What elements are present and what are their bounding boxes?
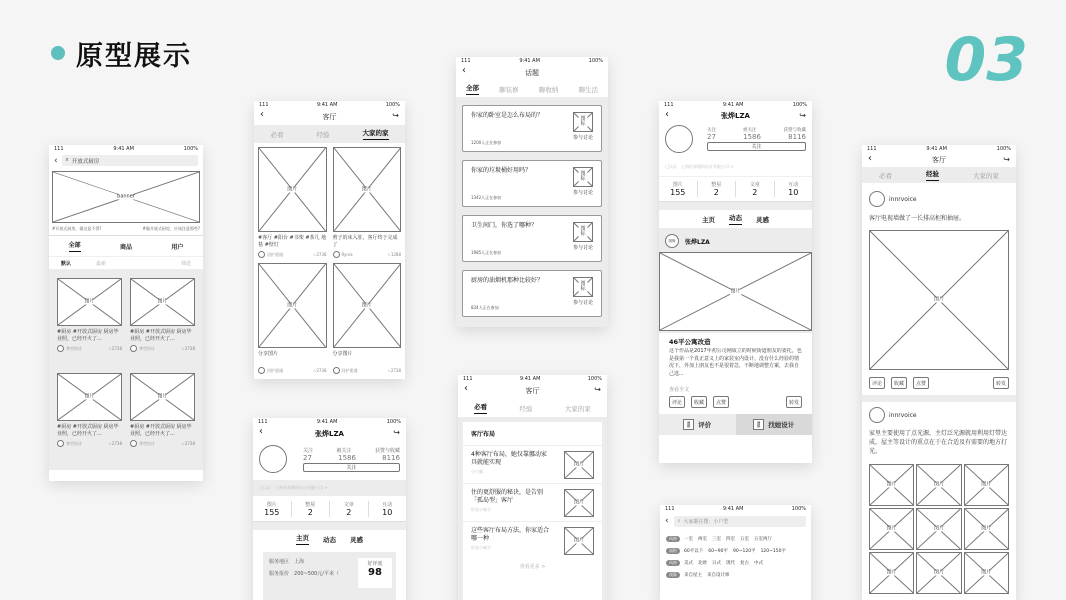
action-button[interactable]: 评论 — [669, 396, 685, 408]
tab-users[interactable]: 用户 — [171, 243, 184, 251]
filter-option[interactable]: 90~120平 — [732, 549, 756, 554]
back-icon[interactable]: ‹ — [665, 516, 669, 526]
filter-option[interactable]: 120~150平 — [760, 549, 787, 554]
search-bar — [49, 153, 203, 168]
result-card[interactable]: 图片 #厨房 #开放式厨房 厨房毕业照，已经开火了... 李空设计 ☆2738 — [130, 278, 195, 367]
filter-option[interactable]: 三室 — [712, 537, 721, 542]
image-placeholder[interactable]: 图片 — [258, 263, 327, 348]
avatar[interactable] — [130, 440, 137, 447]
filter-option[interactable]: 五室两厅 — [754, 537, 772, 542]
phone-living-room-guide — [458, 375, 607, 600]
tab-renovation[interactable]: 聊装修 — [499, 85, 519, 94]
area-label: 服务地区 — [269, 559, 290, 565]
hire-designer-button[interactable]: 图标 找她设计 — [736, 414, 813, 435]
post-image[interactable]: 图片 — [659, 252, 812, 331]
tab-life[interactable]: 聊生活 — [578, 85, 598, 94]
image-placeholder[interactable]: 图片 — [869, 464, 914, 506]
join-button[interactable]: 参与讨论 — [572, 245, 593, 251]
tab-homes[interactable]: 大家的家 — [363, 128, 389, 140]
see-more-link[interactable]: 查看更多 > — [519, 564, 546, 570]
search-input[interactable]: ⌕ 开放式厨房 — [62, 155, 198, 166]
stat-item[interactable]: 互动 10 — [382, 501, 393, 517]
rating-label: 好评度 — [367, 561, 383, 567]
tab-inspiration[interactable]: 灵感 — [350, 535, 363, 544]
post-avatar[interactable] — [869, 407, 885, 423]
tab-homes[interactable]: 大家的家 — [973, 171, 999, 180]
stat-item[interactable]: 图片 155 — [659, 181, 698, 197]
phone-filter-search — [660, 505, 811, 600]
image-placeholder[interactable]: 图片 — [869, 508, 914, 550]
result-card[interactable]: 图片 #厨房 #开放式厨房 厨房毕业照，已经开火了... 李空设计 ☆2738 — [57, 278, 122, 367]
share-icon[interactable]: ↪ — [799, 111, 806, 120]
action-button[interactable]: 收藏 — [691, 396, 707, 408]
filter-option[interactable]: 美式 — [684, 561, 693, 566]
avatar[interactable] — [258, 367, 265, 374]
article-item[interactable]: 这些客厅布局方法，你家适合哪一种 好选小喵手 图片 — [463, 521, 602, 559]
article-item[interactable]: 住的更舒服的秘诀，是告别「孤岛型」客厅 好选小喵手 图片 — [463, 483, 602, 521]
topic-icon[interactable]: 图标 — [573, 222, 593, 242]
join-button[interactable]: 参与讨论 — [572, 135, 593, 141]
filter-option[interactable]: 来自设计师 — [707, 573, 730, 578]
follower-count: 1586 — [338, 453, 356, 462]
image-placeholder[interactable]: 图片 — [964, 508, 1009, 550]
topic-card[interactable]: 厨房的油烟机那种比较好？ 834人正在参加 图标 参与讨论 — [462, 270, 602, 317]
back-icon[interactable]: ‹ — [54, 155, 58, 166]
search-input[interactable]: ⌕ 大家都在搜：小户型 — [674, 516, 806, 527]
share-icon[interactable]: ↪ — [393, 428, 400, 437]
back-icon[interactable]: ‹ — [260, 109, 264, 120]
tab-home[interactable]: 主页 — [296, 533, 309, 545]
section-number: 03 — [944, 25, 1028, 95]
post-image[interactable]: 图片 — [869, 230, 1009, 370]
avatar[interactable] — [259, 445, 287, 473]
back-icon[interactable]: ‹ — [259, 426, 263, 437]
tab-all[interactable]: 全部 — [69, 240, 81, 252]
tab-must-see[interactable]: 必看 — [474, 402, 487, 414]
topic-icon[interactable]: 图标 — [573, 277, 593, 297]
nav-title: 客厅 — [932, 156, 946, 164]
avatar[interactable] — [665, 125, 693, 153]
rating-value: 98 — [368, 567, 382, 578]
post-avatar[interactable] — [869, 191, 885, 207]
join-button[interactable]: 参与讨论 — [572, 300, 593, 306]
topic-card[interactable]: 卫生间门，你选了哪种？ 1985人正在参加 图标 参与讨论 — [462, 215, 602, 262]
area-value: 上海 — [294, 559, 305, 565]
post-author[interactable]: innrvoice — [889, 411, 917, 419]
nav-title: 话题 — [525, 69, 539, 77]
filter-row — [666, 569, 805, 581]
image-placeholder[interactable]: 图片 — [916, 508, 961, 550]
stat-item[interactable]: 整屋 2 — [698, 181, 737, 197]
search-icon: ⌕ — [65, 157, 69, 163]
phone-designer-post: 111 9:41 AM 100% ‹ 张烨LZA ↪ 关注 被关注 获赞与收藏 27 1586 8116 关注 已认证 上海治邦建筑设计有限公司 > 图片 155 整屋 2 文章 2 互动 10 主页 动态 灵感 图像 张烨LZA 图片 46平公寓改造 这个作品是2017年初公司刚成立的时候街道朋友的委托，也是我第一个真正意义上的家装室内设计。没有什么经验的情况下，外加上朋友也不是很着急，不断地调整方案，去我自己选... 查看全文 评论 收藏 点赞 转发 图标 评价 图标 找她设计 — [659, 101, 812, 463]
post-text: 客厅电视墙做了一长排高柜和抽屉。 — [869, 215, 966, 222]
phone-designer-profile: 111 9:41 AM 100% ‹ 张烨LZA ↪ 关注 被关注 获赞与收藏 27 1586 8116 关注 已认证 上海治邦建筑设计有限公司 > 图片 155 整屋 2 文章 2 互动 10 主页 动态 灵感 服务地区 上海 服务报价 200~500元/平米（ 好评度 98 — [253, 418, 406, 600]
action-button[interactable]: 点赞 — [913, 377, 929, 389]
image-placeholder[interactable]: 图片 — [564, 527, 594, 555]
action-button[interactable]: 评论 — [869, 377, 885, 389]
image-placeholder[interactable]: 图片 — [869, 552, 914, 594]
share-icon[interactable]: ↪ — [594, 385, 601, 394]
phone-experience-posts — [862, 145, 1016, 600]
filter-option[interactable]: 两室 — [698, 537, 707, 542]
phone-search-results — [49, 145, 203, 481]
filter-button[interactable]: 筛选 — [180, 260, 191, 267]
tab-activity[interactable]: 动态 — [729, 213, 742, 225]
image-placeholder[interactable]: 图片 — [57, 278, 122, 326]
avatar[interactable] — [57, 440, 64, 447]
tab-experience[interactable]: 经验 — [926, 169, 939, 181]
image-placeholder[interactable]: 图片 — [564, 451, 594, 479]
status-bar: 111 9:41 AM 100% — [461, 58, 603, 64]
phone-topics — [456, 57, 608, 327]
price-value: 200~500元/平米（ — [294, 571, 339, 577]
back-icon[interactable]: ‹ — [464, 383, 468, 394]
share-icon[interactable]: ↪ — [392, 111, 399, 120]
filter-option[interactable]: 复古 — [740, 561, 749, 566]
tab-storage[interactable]: 聊收纳 — [538, 85, 559, 94]
status-bar: 111 9:41 AM 100% — [867, 146, 1011, 152]
filter-tag: 面积 — [666, 548, 680, 554]
tab-activity[interactable]: 动态 — [323, 535, 336, 544]
follow-count: 27 — [707, 133, 716, 141]
nav-title: 客厅 — [322, 113, 337, 121]
tab-must-see[interactable]: 必看 — [879, 171, 892, 180]
question-link-2[interactable]: #做开放式厨房，应该注意那些? — [142, 226, 200, 231]
filter-option[interactable]: 日式 — [712, 561, 721, 566]
banner-placeholder[interactable]: banner — [52, 171, 200, 223]
filter-default[interactable]: 默认 — [61, 260, 72, 267]
feed-card[interactable]: 图片 #客厅 #阳台 #书架 #茶几 地毯 #壁灯 回护重遇 ☆2738 — [258, 147, 327, 258]
section-title: 客厅布局 — [471, 431, 496, 438]
nav-title: 张烨LZA — [721, 112, 750, 120]
image-placeholder[interactable]: 图片 — [333, 263, 402, 348]
search-icon: ⌕ — [677, 518, 681, 524]
filter-option[interactable]: 现代 — [726, 561, 735, 566]
post-avatar[interactable]: 图像 — [665, 234, 679, 248]
topic-card[interactable]: 你家的卧室是怎么布局的？ 1200人正在参加 图标 参与讨论 — [462, 105, 602, 152]
tab-goods[interactable]: 商品 — [119, 243, 132, 251]
filter-option[interactable]: 四室 — [726, 537, 735, 542]
filter-option[interactable]: 一室 — [684, 537, 693, 542]
back-icon[interactable]: ‹ — [462, 65, 466, 76]
filter-tag: 风格 — [666, 536, 680, 542]
title-dot — [51, 46, 65, 60]
avatar[interactable] — [258, 251, 265, 258]
result-grid — [49, 270, 203, 470]
status-bar: 111 9:41 AM 100% — [665, 506, 806, 512]
filter-option[interactable]: 60平以下 — [684, 549, 704, 554]
action-button[interactable]: 收藏 — [891, 377, 907, 389]
feed-card[interactable]: 图片 分享图片 回护重遇 ☆2738 — [258, 263, 327, 374]
likes-count: 8116 — [382, 453, 400, 462]
stat-item[interactable]: 文章 2 — [736, 181, 775, 197]
article-item[interactable]: 4种客厅布局，她仅靠挪动家具就能实现 小白喵 图片 — [463, 445, 602, 483]
image-placeholder[interactable]: 图片 — [130, 373, 195, 421]
join-button[interactable]: 参与讨论 — [572, 190, 593, 196]
image-placeholder[interactable]: 图片 — [333, 147, 402, 232]
topic-icon[interactable]: 图标 — [573, 112, 593, 132]
stat-item[interactable]: 文章 2 — [330, 501, 369, 517]
tab-homes[interactable]: 大家的家 — [564, 404, 591, 413]
stat-item[interactable]: 整屋 2 — [292, 501, 331, 517]
result-card[interactable]: 图片 #厨房 #开放式厨房 厨房毕业照，已经开火了... 李空设计 ☆2738 — [57, 373, 122, 462]
status-bar: 111 9:41 AM 100% — [463, 376, 602, 382]
filter-tag: 预算 — [666, 572, 680, 578]
topic-card[interactable]: 你家的垃圾桶好用吗？ 1342人正在参加 图标 参与讨论 — [462, 160, 602, 207]
filter-option[interactable]: 60~90平 — [708, 549, 728, 554]
result-card[interactable]: 图片 #厨房 #开放式厨房 厨房毕业照，已经开火了... 李空设计 ☆2738 — [130, 373, 195, 462]
post-author[interactable]: innrvoice — [889, 195, 917, 203]
tab-experience[interactable]: 经验 — [519, 404, 533, 413]
post-body: 这个作品是2017年初公司刚成立的时候街道朋友的委托，也是我第一个真正意义上的家装室内设计。没有什么经验的情况下，外加上朋友也不是很着急，不断地调整方案，去我自己选... — [669, 348, 802, 377]
tab-must-see[interactable]: 必看 — [270, 130, 284, 139]
status-bar: 111 9:41 AM 100% — [664, 102, 807, 108]
avatar[interactable] — [57, 345, 64, 352]
image-placeholder[interactable]: 图片 — [916, 552, 961, 594]
status-bar: 111 9:41 AM 100% — [259, 102, 400, 108]
image-placeholder[interactable]: 图片 — [258, 147, 327, 232]
phone-living-room-feed — [254, 101, 405, 379]
feed-card[interactable]: 图片 剪子的床入驻，客厅终于完成了 Rynia ☆1288 — [333, 147, 402, 258]
image-placeholder[interactable]: 图片 — [916, 464, 961, 506]
likes-count: 8116 — [788, 133, 806, 141]
filter-option[interactable]: 北欧 — [698, 561, 707, 566]
back-icon[interactable]: ‹ — [868, 153, 872, 164]
back-icon[interactable]: ‹ — [665, 109, 669, 120]
tab-all[interactable]: 全部 — [466, 83, 479, 95]
stat-item[interactable]: 图片 155 — [253, 501, 292, 517]
topic-icon[interactable]: 图标 — [573, 167, 593, 187]
filter-option[interactable]: 中式 — [754, 561, 763, 566]
avatar[interactable] — [130, 345, 137, 352]
review-button[interactable]: 图标 评价 — [659, 414, 736, 435]
post-text: 家里主要使用了点光源，主灯泛光源就用利用灯带达成，屋主等设计的重点在于在合适及有需要的地方打光。 — [869, 430, 1008, 455]
action-button[interactable]: 点赞 — [713, 396, 729, 408]
image-placeholder[interactable]: 图片 — [130, 278, 195, 326]
share-icon[interactable]: ↪ — [1003, 155, 1010, 164]
stat-item[interactable]: 互动 10 — [788, 182, 799, 197]
read-more-link[interactable]: 查看全文 — [669, 387, 690, 393]
price-label: 服务报价 — [269, 571, 290, 577]
nav-title: 张烨LZA — [315, 430, 344, 438]
filter-option[interactable]: 来自屋主 — [684, 573, 702, 578]
status-bar: 111 9:41 AM 100% — [258, 419, 401, 425]
follower-count: 1586 — [743, 133, 761, 141]
filter-latest[interactable]: 最新 — [95, 260, 106, 267]
action-button[interactable]: 转发 — [786, 396, 802, 408]
filter-tag: 风格 — [666, 560, 680, 566]
tab-inspiration[interactable]: 灵感 — [756, 215, 769, 224]
image-placeholder[interactable]: 图片 — [564, 489, 594, 517]
page-title: 原型展示 — [76, 41, 192, 72]
certification[interactable]: 已认证 上海治邦建筑设计有限公司 > — [665, 164, 734, 169]
certification[interactable]: 已认证 上海治邦建筑设计有限公司 > — [253, 480, 406, 496]
image-placeholder[interactable]: 图片 — [57, 373, 122, 421]
filter-row — [666, 545, 805, 557]
avatar[interactable] — [333, 251, 340, 258]
question-link-1[interactable]: #开放式厨房，做这是不得? — [52, 226, 102, 231]
tab-home[interactable]: 主页 — [702, 215, 715, 224]
post-author[interactable]: 张烨LZA — [685, 238, 710, 246]
status-bar: 111 9:41 AM 100% — [54, 146, 198, 152]
post-title: 46平公寓改造 — [669, 338, 711, 346]
follow-button[interactable]: 关注 — [303, 463, 400, 472]
follow-button[interactable]: 关注 — [707, 142, 806, 151]
feed-card[interactable]: 图片 分享图片 回护重遇 ☆2738 — [333, 263, 402, 374]
nav-title: 客厅 — [525, 387, 540, 395]
filter-row — [666, 533, 805, 545]
image-placeholder[interactable]: 图片 — [964, 552, 1009, 594]
follow-count: 27 — [303, 453, 312, 462]
filter-option[interactable]: 五室 — [740, 537, 749, 542]
tab-experience[interactable]: 经验 — [316, 130, 330, 139]
filter-row — [666, 557, 805, 569]
action-button[interactable]: 转发 — [993, 377, 1009, 389]
image-placeholder[interactable]: 图片 — [964, 464, 1009, 506]
avatar[interactable] — [333, 367, 340, 374]
